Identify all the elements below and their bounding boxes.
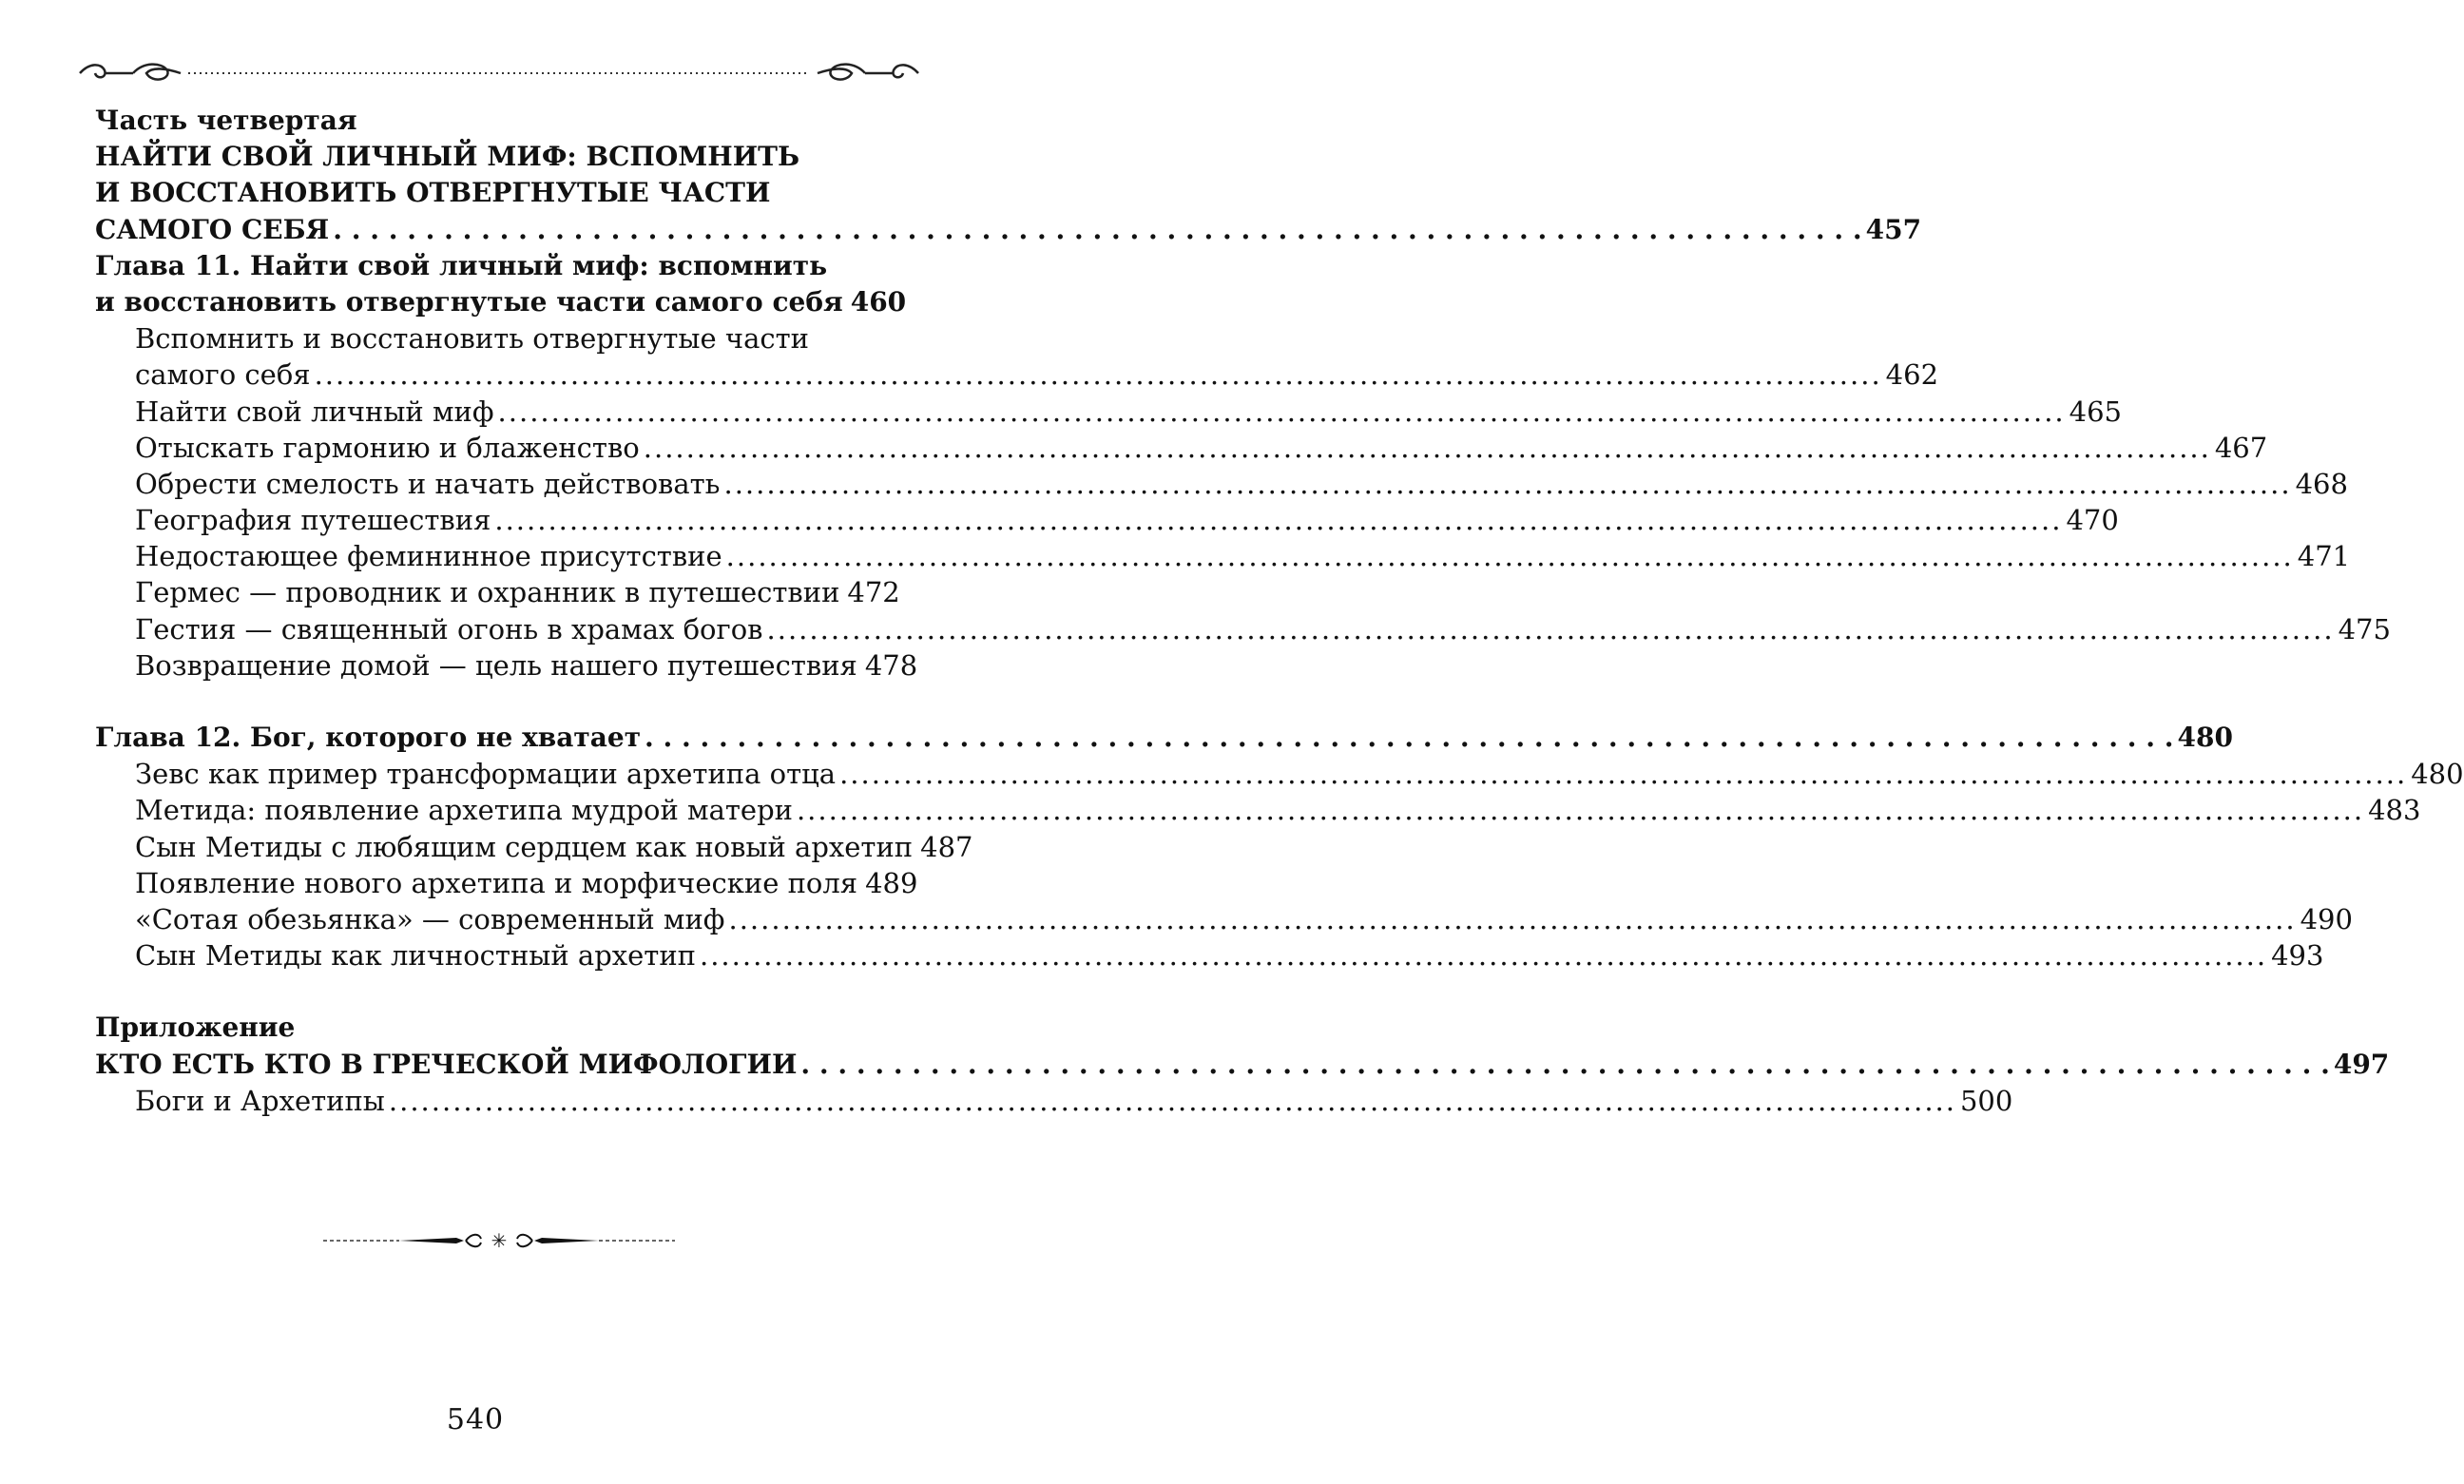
page-ref: 490: [2300, 902, 2353, 935]
section-title-text: Обрести смелость и начать действовать: [135, 467, 721, 500]
chapter-title-line: [95, 248, 898, 284]
page-ref: 470: [2066, 504, 2119, 537]
spacer: [95, 973, 898, 1010]
page-ref: 457: [1865, 213, 1922, 245]
toc-entry-section[interactable]: [95, 792, 2421, 828]
chapter-title-text: Глава 12. Бог, которого не хватает: [95, 722, 642, 753]
page-ref: 468: [2295, 467, 2348, 500]
footer-ornament: [323, 1226, 675, 1255]
part-title-line: [95, 139, 898, 175]
part-title-line: [95, 175, 898, 211]
section-title-text: Отыскать гармонию и блаженство: [135, 431, 640, 464]
dot-leader: [726, 538, 2294, 574]
page-ref: 493: [2271, 939, 2324, 973]
toc-entry-section[interactable]: [95, 1083, 2013, 1119]
chapter-title-text: и восстановить отвергнутые части самого себя: [95, 285, 843, 318]
toc-entry-section[interactable]: [95, 502, 2119, 538]
table-of-contents: [95, 103, 2464, 1119]
toc-entry-section[interactable]: [95, 357, 1939, 393]
section-title-text: «Сотая обезьянка» — современный миф: [135, 902, 725, 935]
section-title-text: самого себя: [135, 358, 311, 392]
dot-leader: [839, 756, 2407, 792]
section-title-text: Зевс как пример трансформации архетипа отца: [135, 758, 837, 791]
section-title-text: Сын Метиды с любящим сердцем как новый архетип: [135, 830, 914, 863]
section-title-text: Появление нового архетипа и морфические поля: [135, 866, 858, 899]
dot-leader: [723, 466, 2291, 502]
page-number: 540: [446, 1403, 505, 1436]
toc-entry-chapter-12[interactable]: [95, 720, 2233, 756]
dot-leader: [645, 720, 2173, 756]
dot-leader: [315, 357, 1882, 393]
flourish-icon: [76, 59, 922, 87]
section-title-text: Вспомнить и восстановить отвергнутые части: [135, 322, 809, 356]
svg-text:✳: ✳: [491, 1229, 508, 1252]
page-ref: 460: [850, 285, 907, 318]
page-ref: 475: [2338, 612, 2391, 646]
page-ref: 465: [2069, 395, 2122, 428]
page-ref: 500: [1959, 1084, 2013, 1117]
appendix-title-text: КТО ЕСТЬ КТО В ГРЕЧЕСКОЙ МИФОЛОГИИ: [95, 1048, 798, 1080]
page-ref: 497: [2333, 1048, 2390, 1080]
dot-leader: [797, 792, 2364, 828]
toc-entry-section[interactable]: [95, 937, 2324, 973]
toc-entry-section[interactable]: [95, 901, 2353, 937]
chapter-title-text: Глава 11. Найти свой личный миф: вспомнить: [95, 249, 828, 281]
page-ref: 489: [865, 866, 918, 899]
page-ref: 480: [2411, 758, 2464, 791]
toc-entry-section[interactable]: [95, 538, 2351, 574]
toc-entry-section[interactable]: [95, 647, 918, 684]
section-title-text: Метида: появление архетипа мудрой матери: [135, 794, 793, 827]
flourish-divider-icon: [323, 1226, 675, 1255]
dot-leader: [644, 430, 2211, 466]
section-title-text: Гермес — проводник и охранник в путешествии: [135, 576, 840, 609]
dot-leader: [389, 1083, 1956, 1119]
page-ref: 487: [920, 830, 973, 863]
section-title-text: Найти свой личный миф: [135, 395, 494, 428]
part-title-text: НАЙТИ СВОЙ ЛИЧНЫЙ МИФ: ВСПОМНИТЬ: [95, 141, 800, 173]
dot-leader: [494, 502, 2062, 538]
page-ref: 480: [2177, 722, 2233, 753]
toc-entry-appendix[interactable]: [95, 1047, 2390, 1083]
part-title-text: И ВОССТАНОВИТЬ ОТВЕРГНУТЫЕ ЧАСТИ: [95, 177, 771, 209]
section-title-text: Гестия — священный огонь в храмах богов: [135, 612, 763, 646]
part-label-text: Часть четвертая: [95, 105, 357, 136]
toc-entry-section[interactable]: [95, 756, 2464, 792]
toc-entry-section[interactable]: [95, 829, 973, 865]
page-ref: 467: [2214, 431, 2268, 464]
page-ref: 483: [2368, 794, 2421, 827]
toc-entry-section[interactable]: [95, 865, 918, 901]
section-title-text: География путешествия: [135, 504, 491, 537]
dot-leader: [333, 212, 1861, 248]
appendix-label-text: Приложение: [95, 1012, 296, 1044]
section-title-text: Недостающее фемининное присутствие: [135, 540, 722, 573]
dot-leader: [498, 394, 2066, 430]
appendix-label: [95, 1010, 898, 1046]
section-title-text: Сын Метиды как личностный архетип: [135, 939, 696, 973]
toc-entry-part4[interactable]: [95, 212, 1922, 248]
page-ref: 462: [1885, 358, 1939, 392]
section-title-line: [95, 320, 898, 357]
page-ref: 478: [864, 648, 918, 682]
dot-leader: [767, 611, 2335, 647]
toc-entry-section[interactable]: [95, 466, 2348, 502]
toc-entry-chapter-11[interactable]: [95, 284, 907, 320]
section-title-text: Боги и Архетипы: [135, 1084, 385, 1117]
section-title-text: Возвращение домой — цель нашего путешествия: [135, 648, 857, 682]
dot-leader: [728, 901, 2296, 937]
dot-leader: [800, 1047, 2329, 1083]
part-title-text: САМОГО СЕБЯ: [95, 213, 330, 245]
toc-entry-section[interactable]: [95, 394, 2122, 430]
part-label: [95, 103, 898, 139]
header-ornament: [76, 59, 922, 87]
toc-entry-section[interactable]: [95, 611, 2391, 647]
toc-entry-section[interactable]: [95, 574, 898, 610]
spacer: [95, 684, 898, 720]
dot-leader: [700, 937, 2267, 973]
page-ref: 472: [847, 576, 900, 609]
page-ref: 471: [2297, 540, 2351, 573]
toc-entry-section[interactable]: [95, 430, 2268, 466]
